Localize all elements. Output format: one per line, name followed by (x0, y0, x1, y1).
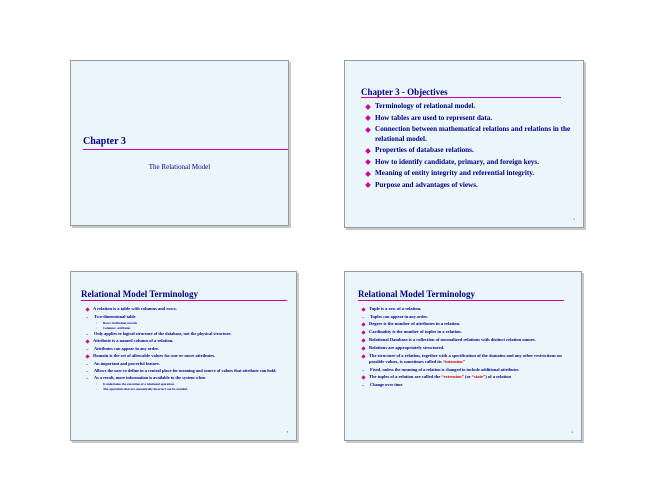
terminology-list (85, 306, 291, 392)
bullet-item: How tables are used to represent data. (365, 114, 579, 124)
title-rule (361, 97, 561, 98)
text-run: The structure of a relation, together with a specification of the domains and any other restrictions on possible values, is sometimes called its (369, 353, 562, 364)
bullet-item: Purpose and advantages of views. (365, 181, 579, 191)
text-run: The tuples of a relation are called the (369, 374, 442, 379)
slide-1 (70, 60, 289, 226)
slide-2 (344, 60, 584, 228)
sub-sub-bullet-item: ◦ Columns: attributes (85, 326, 291, 331)
bullet-item: Relational Database is a collection of normalized relations with distinct relation names. (361, 337, 575, 343)
sub-bullet-item: – As a result, more information is available to the system when (85, 375, 291, 381)
highlight-term: “extension” (441, 374, 464, 379)
sub-bullet-item: – Fixed, unless the meaning of a relation is changed to include additional attributes (361, 367, 575, 373)
sub-bullet-item: – Tuples can appear in any order. (361, 314, 575, 320)
page-number: 3 (286, 430, 288, 434)
bullet-item: Relations are appropriately structured. (361, 345, 575, 351)
sub-bullet-item: – Only applies to logical structure of the database, not the physical structure. (85, 331, 291, 337)
bullet-item: Terminology of relational model. (365, 102, 579, 112)
sub-bullet-item: – Two-dimensional table (85, 314, 291, 320)
highlight-term: “state” (471, 374, 486, 379)
bullet-item-intension (361, 353, 575, 365)
sub-bullet-item: – Change over time (361, 382, 575, 388)
page-number: 4 (571, 430, 573, 434)
title-rule (81, 300, 287, 301)
bullet-item: How to identify candidate, primary, and foreign keys. (365, 158, 579, 168)
bullet-item-extension (361, 374, 575, 380)
text-run: (or (463, 374, 472, 379)
sub-sub-bullet-item: ◦ Rows: individual records (85, 321, 291, 326)
slide-title: Chapter 3 - Objectives (361, 87, 448, 97)
slide-4 (344, 271, 582, 441)
sub-bullet-item: – Attributes can appear in any order. (85, 346, 291, 352)
slide-title: Chapter 3 (83, 136, 126, 147)
bullet-item: Cardinality is the number of tuples in a relation. (361, 329, 575, 335)
bullet-item: Meaning of entity integrity and referential integrity. (365, 169, 579, 179)
bullet-item: A relation is a table with columns and rows. (85, 306, 291, 312)
text-run: ) of a relation (485, 374, 512, 379)
title-rule (83, 149, 289, 150)
bullet-item: Attribute is a named column of a relation. (85, 338, 291, 344)
terminology-list (361, 306, 575, 389)
bullet-item: Connection between mathematical relations and relations in the relational model. (365, 125, 579, 144)
sub-bullet-item: – Allows the user to define in a central place for meaning and source of values that attribute can hold. (85, 368, 291, 374)
sub-sub-bullet-item: ◦ It undertakes the execution of a relational operation. (85, 382, 291, 387)
sub-sub-bullet-item: ◦ The operations that are semantically incorrect can be avoided. (85, 387, 291, 392)
sub-bullet-item: – An important and powerful feature. (85, 361, 291, 367)
bullet-item: Domain is the set of allowable values for one or more attributes. (85, 353, 291, 359)
bullet-item: Degree is the number of attributes in a relation. (361, 321, 575, 327)
page-number: 2 (573, 217, 575, 221)
slide-title: Relational Model Terminology (81, 289, 198, 299)
slide-subtitle: The Relational Model (148, 163, 211, 171)
slide-3 (70, 271, 297, 441)
title-rule (358, 300, 564, 301)
bullet-item: Tuple is a row of a relation. (361, 306, 575, 312)
highlight-term: “intension” (442, 359, 465, 364)
slide-title: Relational Model Terminology (358, 289, 475, 299)
objectives-list (365, 102, 579, 192)
bullet-item: Properties of database relations. (365, 146, 579, 156)
